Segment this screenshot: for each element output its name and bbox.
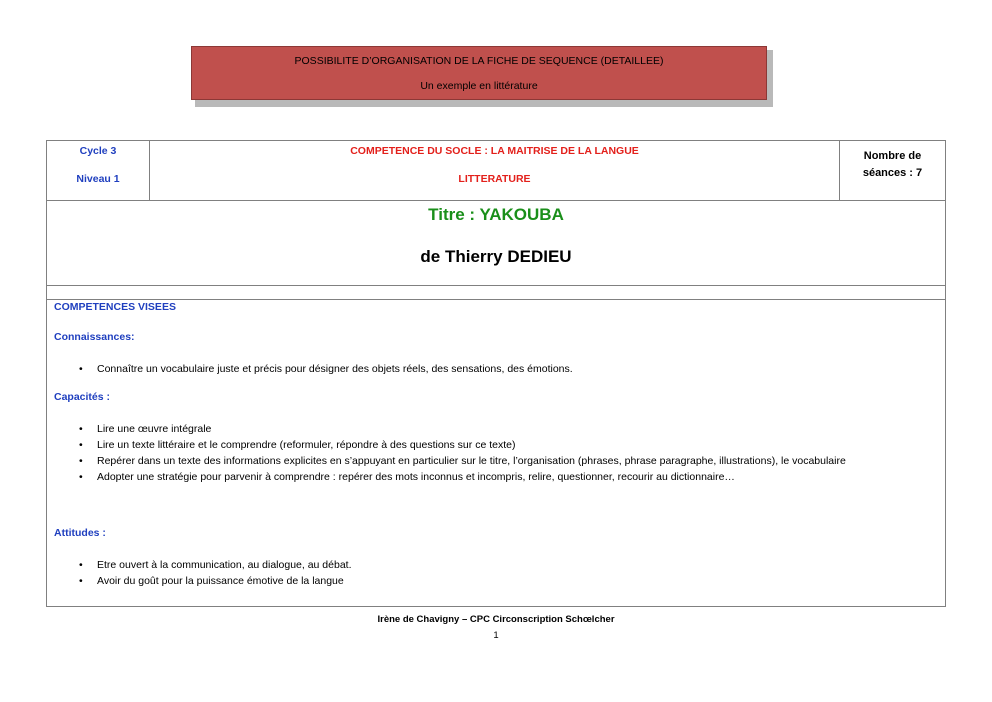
title-table-row — [46, 200, 946, 286]
competences-section — [46, 299, 946, 607]
attitudes-list — [47, 557, 877, 589]
book-title: Titre : YAKOUBA — [428, 205, 564, 224]
seances-cell — [840, 141, 945, 200]
domaine-label: LITTERATURE — [458, 173, 531, 185]
cycle-cell — [47, 141, 150, 200]
list-item: • Adopter une stratégie pour parvenir à comprendre : repérer des mots inconnus et incompris, relire, questionner, recourir au dictionnaire… — [47, 469, 877, 485]
banner-line-2: Un exemple en littérature — [420, 80, 538, 92]
header-table-row — [46, 140, 946, 201]
connaissances-list — [47, 361, 877, 377]
capacites-heading: Capacités : — [54, 391, 111, 403]
list-item: • Lire une œuvre intégrale — [47, 421, 877, 437]
connaissances-heading: Connaissances: — [54, 331, 135, 343]
competences-heading: COMPETENCES VISEES — [54, 301, 176, 313]
list-item: • Avoir du goût pour la puissance émotive de la langue — [47, 573, 877, 589]
list-item: • Lire un texte littéraire et le comprendre (reformuler, répondre à des questions sur ce texte) — [47, 437, 877, 453]
footer-author: Irène de Chavigny – CPC Circonscription Schœlcher — [377, 614, 615, 625]
book-author: de Thierry DEDIEU — [420, 247, 572, 266]
niveau-label: Niveau 1 — [76, 173, 120, 185]
spacer-table-row — [46, 285, 946, 300]
seances-line-2: séances : 7 — [862, 167, 923, 179]
list-item: • Etre ouvert à la communication, au dialogue, au débat. — [47, 557, 877, 573]
title-banner — [191, 46, 767, 100]
attitudes-heading: Attitudes : — [54, 527, 106, 539]
capacites-list — [47, 421, 877, 485]
cycle-label: Cycle 3 — [79, 145, 117, 157]
page-number: 1 — [493, 630, 499, 641]
banner-line-1: POSSIBILITE D’ORGANISATION DE LA FICHE DE SEQUENCE (DETAILLEE) — [294, 55, 664, 67]
list-item: • Repérer dans un texte des informations explicites en s’appuyant en particulier sur le titre, l’organisation (phrases, phrase paragraphe, illustrations), le vocabulaire — [47, 453, 877, 469]
competence-cell — [150, 141, 840, 200]
list-item: • Connaître un vocabulaire juste et précis pour désigner des objets réels, des sensations, des émotions. — [47, 361, 877, 377]
competence-label: COMPETENCE DU SOCLE : LA MAITRISE DE LA LANGUE — [350, 145, 639, 157]
seances-line-1: Nombre de — [863, 150, 922, 162]
